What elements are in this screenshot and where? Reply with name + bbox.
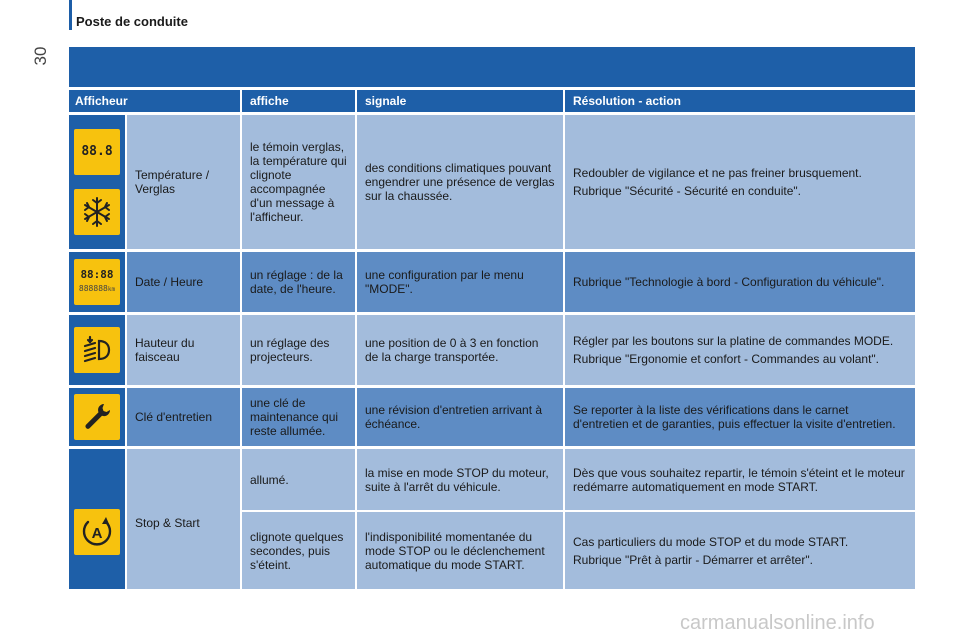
page-marker-bar (69, 0, 72, 30)
resolution-cell: Redoubler de vigilance et ne pas freiner brusquement. Rubrique "Sécurité - Sécurité en conduite". (573, 166, 862, 198)
resolution-cell: Rubrique "Technologie à bord - Configuration du véhicule". (573, 275, 885, 289)
afficheur-cell: Clé d'entretien (127, 388, 242, 446)
affiche-cell: un réglage : de la date, de l'heure. (242, 252, 357, 312)
svg-text:A: A (91, 525, 103, 542)
afficheur-cell: Stop & Start (127, 449, 242, 589)
table-subrow (242, 449, 915, 510)
signale-cell: une position de 0 à 3 en fonction de la charge transportée. (357, 315, 565, 385)
signale-cell: une révision d'entretien arrivant à échéance. (357, 388, 565, 446)
table-row (69, 388, 915, 446)
watermark: carmanualsonline.info (680, 612, 875, 634)
column-header-signale: signale (357, 90, 565, 112)
stop-start-icon (74, 509, 120, 555)
table-row (69, 252, 915, 312)
resolution-cell: Dès que vous souhaitez repartir, le témoin s'éteint et le moteur redémarre automatiquement en mode START. (573, 465, 905, 494)
page-number: 30 (31, 46, 50, 66)
column-header-resolution: Résolution - action (573, 94, 681, 108)
column-header-affiche: affiche (242, 90, 357, 112)
table-subrow (242, 512, 915, 589)
row-icons (69, 315, 127, 385)
affiche-cell: un réglage des projecteurs. (242, 315, 357, 385)
row-icons (69, 388, 127, 446)
row-icons (69, 252, 127, 312)
afficheur-cell: Hauteur du faisceau (127, 315, 242, 385)
date-time-display-icon: 88:88 888888km (74, 259, 120, 305)
signale-cell: la mise en mode STOP du moteur, suite à l'arrêt du véhicule. (357, 449, 565, 510)
resolution-cell: Régler par les boutons sur la platine de commandes MODE. Rubrique "Ergonomie et confort - Commandes au volant". (573, 334, 894, 366)
table-row (69, 449, 915, 589)
section-title: Poste de conduite (76, 14, 188, 29)
resolution-cell: Cas particuliers du mode STOP et du mode START. Rubrique "Prêt à partir - Démarrer et arrêter". (573, 534, 849, 567)
warning-lights-table (69, 90, 915, 589)
signale-cell: des conditions climatiques pouvant engendrer une présence de verglas sur la chaussée. (357, 115, 565, 249)
wrench-icon (74, 394, 120, 440)
affiche-cell: une clé de maintenance qui reste allumée. (242, 388, 357, 446)
resolution-cell: Se reporter à la liste des vérifications dans le carnet d'entretien et de garanties, puis effectuer la visite d'entretien. (573, 403, 896, 431)
column-header-afficheur: Afficheur (69, 90, 242, 112)
snowflake-icon (74, 189, 120, 235)
affiche-cell: clignote quelques secondes, puis s'éteint. (242, 512, 357, 589)
table-row (69, 315, 915, 385)
afficheur-cell: Date / Heure (127, 252, 242, 312)
affiche-cell: le témoin verglas, la température qui clignote accompagnée d'un message à l'afficheur. (242, 115, 357, 249)
temperature-display-icon: 88.8 (74, 129, 120, 175)
headlamp-beam-icon (74, 327, 120, 373)
stop-start-subrows (242, 449, 915, 589)
row-icons (69, 449, 127, 589)
table-header-row (69, 90, 915, 112)
affiche-cell: allumé. (242, 449, 357, 510)
signale-cell: l'indisponibilité momentanée du mode STOP ou le déclenchement automatique du mode START. (357, 512, 565, 589)
table-row (69, 115, 915, 249)
table-banner (69, 47, 915, 87)
signale-cell: une configuration par le menu "MODE". (357, 252, 565, 312)
row-icons (69, 115, 127, 249)
afficheur-cell: Température / Verglas (127, 115, 242, 249)
